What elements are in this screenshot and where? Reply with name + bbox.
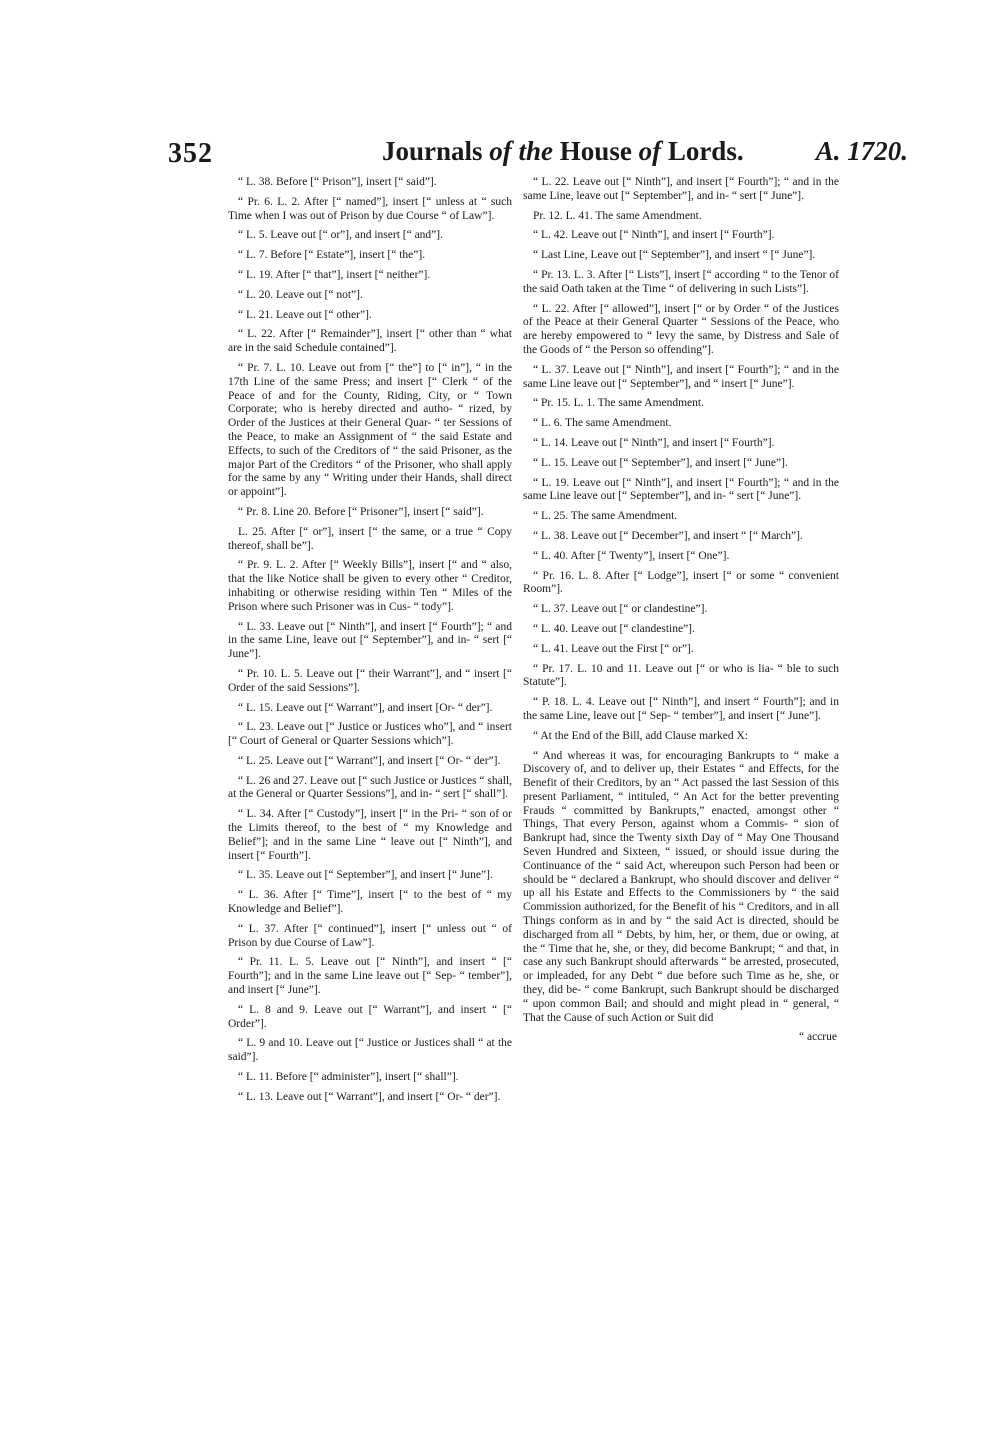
page-number: 352: [168, 138, 213, 169]
amendment-paragraph: “ L. 8 and 9. Leave out [“ Warrant”], and insert “ [“ Order”].: [228, 1003, 512, 1030]
amendment-paragraph: “ L. 37. Leave out [“ or clandestine”].: [533, 603, 708, 616]
amendment-paragraph: “ L. 14. Leave out [“ Ninth”], and insert [“ Fourth”].: [533, 436, 775, 449]
amendment-paragraph: “ Pr. 16. L. 8. After [“ Lodge”], insert [“ or some “ convenient Room”].: [523, 569, 839, 596]
amendment-paragraph: “ L. 25. The same Amendment.: [533, 510, 678, 523]
amendment-paragraph: “ Pr. 6. L. 2. After [“ named”], insert [“ unless at “ such Time when I was out of Prison by due Course “ of Law”].: [228, 195, 512, 222]
amendment-paragraph: “ Pr. 8. Line 20. Before [“ Prisoner”], insert [“ said”].: [238, 505, 484, 518]
amendment-paragraph: “ L. 38. Before [“ Prison”], insert [“ said”].: [238, 176, 437, 188]
amendment-paragraph: Pr. 12. L. 41. The same Amendment.: [533, 209, 702, 222]
amendment-paragraph: “ P. 18. L. 4. Leave out [“ Ninth”], and insert “ Fourth”]; and in the same Line, leave out [“ Sep- “ tember”], and insert [“ June”].: [523, 696, 839, 722]
right-column: [523, 176, 839, 1045]
amendment-paragraph: “ Last Line, Leave out [“ September”], and insert “ [“ June”].: [533, 249, 816, 262]
amendment-paragraph: “ L. 13. Leave out [“ Warrant”], and insert [“ Or- “ der”].: [238, 1090, 501, 1103]
amendment-paragraph: “ L. 40. Leave out [“ clandestine”].: [533, 622, 695, 635]
amendment-paragraph: “ L. 19. After [“ that”], insert [“ neither”].: [238, 268, 431, 281]
amendment-paragraph: “ L. 34. After [“ Custody”], insert [“ in the Pri- “ son of or the Limits thereof, to the best of “ my Knowledge and Belief”]; and in the same Line “ leave out [“ Ninth”], and insert [“ Fourth”].: [228, 808, 512, 862]
amendment-paragraph: “ L. 33. Leave out [“ Ninth”], and insert [“ Fourth”]; “ and in the same Line, leave out [“ September”], and in- “ sert [“ June”].: [228, 620, 512, 661]
amendment-paragraph: “ L. 37. Leave out [“ Ninth”], and insert [“ Fourth”]; “ and in the same Line leave out [“ September”], and “ insert [“ June”].: [523, 363, 839, 390]
amendment-paragraph: “ L. 23. Leave out [“ Justice or Justices who”], and “ insert [“ Court of General or Quarter Sessions which”].: [228, 721, 512, 748]
amendment-paragraph: “ L. 26 and 27. Leave out [“ such Justice or Justices “ shall, at the General or Quarter Sessions”], and in- “ sert [“ shall”].: [228, 774, 513, 801]
amendment-paragraph: “ L. 7. Before [“ Estate”], insert [“ the”].: [238, 249, 426, 262]
amendment-paragraph: “ L. 22. Leave out [“ Ninth”], and insert [“ Fourth”]; “ and in the same Line, leave out [“ September”], and in- “ sert [“ June”].: [523, 176, 839, 202]
left-column: [228, 176, 512, 1111]
page-header: [168, 136, 908, 176]
amendment-paragraph: “ Pr. 11. L. 5. Leave out [“ Ninth”], and insert “ [“ Fourth”]; and in the same Line leave out [“ Sep- “ tember”], and insert [“ June”].: [228, 956, 512, 997]
amendment-paragraph: “ L. 11. Before [“ administer”], insert [“ shall”].: [238, 1071, 459, 1084]
amendment-paragraph: “ L. 36. After [“ Time”], insert [“ to the best of “ my Knowledge and Belief”].: [228, 889, 512, 916]
amendment-paragraph: “ L. 37. After [“ continued”], insert [“ unless out “ of Prison by due Course of Law”].: [228, 922, 512, 949]
amendment-paragraph: “ L. 15. Leave out [“ September”], and insert [“ June”].: [533, 456, 788, 469]
amendment-paragraph: “ L. 20. Leave out [“ not”].: [238, 288, 363, 301]
amendment-paragraph: “ Pr. 7. L. 10. Leave out from [“ the”] to [“ in”], “ in the 17th Line of the same Press; and insert [“ Clerk “ of the Peace of and for the County, Riding, City, or “ Town Corporate; who is hereby directed and autho- “ rized, by Order of the Justices at their General Quar- “ ter Sessions of the Peace, to make an Assignment of “ the said Estate and Effects, to such of the Creditors of “ the said Prisoner, as the major Part of the Creditors “ of the Prisoner, who shall apply for the same by any “ Writing under their Hands, shall direct or appoint”].: [228, 361, 512, 499]
catchword: “ accrue: [799, 1031, 837, 1044]
amendment-paragraph: “ L. 15. Leave out [“ Warrant”], and insert [Or- “ der”].: [238, 701, 493, 714]
amendment-paragraph: “ L. 40. After [“ Twenty”], insert [“ One”].: [533, 549, 730, 562]
amendment-paragraph: “ L. 25. Leave out [“ Warrant”], and insert [“ Or- “ der”].: [238, 754, 501, 767]
amendment-paragraph: “ L. 38. Leave out [“ December”], and insert “ [“ March”].: [533, 529, 803, 542]
amendment-paragraph: “ Pr. 17. L. 10 and 11. Leave out [“ or who is lia- “ ble to such Statute”].: [523, 662, 839, 689]
year-heading: A. 1720.: [815, 136, 908, 166]
amendment-paragraph: “ L. 6. The same Amendment.: [533, 417, 672, 430]
amendment-paragraph: “ Pr. 10. L. 5. Leave out [“ their Warrant”], and “ insert [“ Order of the said Sessions”].: [228, 667, 512, 694]
amendment-paragraph: “ Pr. 9. L. 2. After [“ Weekly Bills”], insert [“ and “ also, that the like Notice shall be given to every other “ Creditor, inhabiting or otherwise residing within Ten “ Miles of the Prison where such Prisoner was in Cus- “ tody”].: [228, 559, 512, 613]
amendment-paragraph: “ L. 42. Leave out [“ Ninth”], and insert [“ Fourth”].: [533, 229, 775, 242]
running-title: Journals of the House of Lords.: [382, 136, 744, 166]
amendment-paragraph: “ L. 41. Leave out the First [“ or”].: [533, 642, 694, 655]
amendment-paragraph: L. 25. After [“ or”], insert [“ the same, or a true “ Copy thereof, shall be”].: [228, 525, 512, 552]
amendment-paragraph: “ L. 9 and 10. Leave out [“ Justice or Justices shall “ at the said”].: [228, 1037, 512, 1064]
amendment-paragraph: “ L. 5. Leave out [“ or”], and insert [“ and”].: [238, 229, 443, 242]
amendment-paragraph: “ L. 19. Leave out [“ Ninth”], and insert [“ Fourth”]; “ and in the same Line leave out [“ September”], and in- “ sert [“ June”].: [523, 476, 839, 503]
amendment-paragraph: “ Pr. 15. L. 1. The same Amendment.: [533, 397, 704, 410]
amendment-paragraph: “ Pr. 13. L. 3. After [“ Lists”], insert [“ according “ to the Tenor of the said Oath taken at the Time “ of delivering in such Lists”].: [523, 268, 839, 295]
amendment-paragraph: “ L. 22. After [“ allowed”], insert [“ or by Order “ of the Justices of the Peace at their General Quarter “ Sessions of the Peace, who are hereby empowered to “ levy the same, by Distress and Sale of the Goods of “ the Person so offending”].: [523, 302, 839, 356]
amendment-paragraph: “ L. 22. After [“ Remainder”], insert [“ other than “ what are in the said Schedule contained”].: [228, 328, 512, 355]
clause-text: “ And whereas it was, for encouraging Bankrupts to “ make a Discovery of, and to deliver up, their Estates “ and Effects, for the Benefit of their Creditors, by an “ Act passed the last Session of this present Parliament, “ intituled, “ An Act for the better preventing Frauds “ committed by Bankrupts,” enacted, amongst other “ Things, That every Person, against whom a Commis- “ sion of Bankrupt had, since the Twenty sixth Day of “ May One Thousand Seven Hundred and Sixteen, “ issued, or should issue during the Continuance of the “ said Act, whereupon such Person had been or should be “ declared a Bankrupt, who should discover and deliver “ up all his Estate and Effects to the Commissioners by “ the said Commission authorized, for the Benefit of his “ Creditors, and in all Things conform as in and by “ the said Act is directed, should be discharged from all “ Debts, by him, her, or them, due or owing, at the “ Time that he, she, or they, did become Bankrupt; “ and that, in case any such Bankrupt should afterwards “ be arrested, prosecuted, or impleaded, for any Debt “ due before such Time as he, she, or they, did be- “ come Bankrupt, such Bankrupt should be discharged “ upon common Bail; and should and might plead in “ general, “ That the Cause of such Action or Suit did: [523, 749, 839, 1024]
clause-heading: “ At the End of the Bill, add Clause marked X:: [533, 729, 748, 742]
amendment-paragraph: “ L. 21. Leave out [“ other”].: [238, 308, 372, 321]
amendment-paragraph: “ L. 35. Leave out [“ September”], and insert [“ June”].: [238, 869, 493, 882]
